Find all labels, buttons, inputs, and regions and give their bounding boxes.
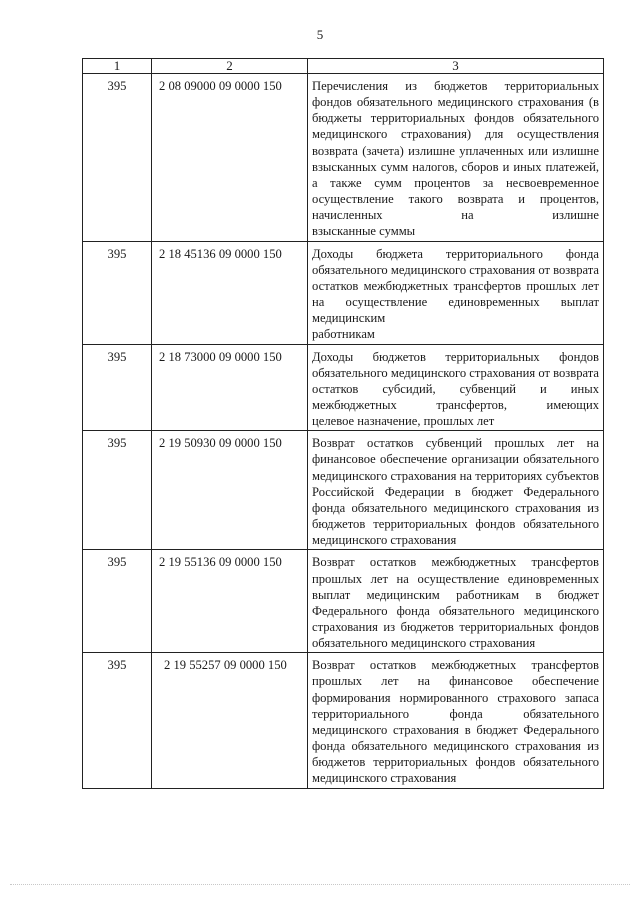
scan-artifact-line xyxy=(10,884,630,885)
table-row xyxy=(83,431,604,550)
budget-code-cell: 2 19 55257 09 0000 150 xyxy=(152,653,308,788)
description-cell xyxy=(308,550,604,653)
description-text-end: взысканные суммы xyxy=(312,224,416,239)
description-text: Возврат остатков межбюджетных трансфертов прошлых лет на финансовое обеспечение формирования нормированного страхового запаса территориального фонда обязательного медицинского страхования в бюджет Федерального фонда обязательного медицинского страхования из бюджетов территориальных фондов обязательного xyxy=(312,658,599,770)
description-text: Возврат остатков субвенций прошлых лет на финансовое обеспечение организации обязательного медицинского страхования на территориях субъектов Российской Федерации в бюджет Федерального фонда обязательного медицинского страхования из бюджетов территориальных фондов обязательного xyxy=(312,436,599,532)
table-header-row xyxy=(83,59,604,74)
table-row xyxy=(83,550,604,653)
budget-code-cell: 2 18 45136 09 0000 150 xyxy=(152,241,308,344)
budget-code-cell: 2 19 55136 09 0000 150 xyxy=(152,550,308,653)
header-column-2: 2 xyxy=(152,59,308,74)
description-text: Доходы бюджета территориального фонда обязательного медицинского страхования от возврата остатков межбюджетных трансфертов прошлых лет на осуществление единовременных выплат медицинским xyxy=(312,246,600,326)
description-text: Перечисления из бюджетов территориальных фондов обязательного медицинского страхования (в бюджеты территориальных фондов обязательного медицинского страхования) для осуществления возврата (зачета) излишне уплаченных или излишне взысканных сумм налогов, сборов и иных платежей, а также сумм процентов за несвоевременное осуществление такого возврата и процентов, начисленных на излишне xyxy=(312,79,599,223)
admin-code-cell: 395 xyxy=(83,344,152,431)
header-column-3: 3 xyxy=(308,59,604,74)
table-row xyxy=(83,653,604,788)
description-cell xyxy=(308,74,604,242)
description-text-end: медицинского страхования xyxy=(312,533,457,548)
budget-code-cell: 2 18 73000 09 0000 150 xyxy=(152,344,308,431)
admin-code-cell: 395 xyxy=(83,241,152,344)
admin-code-cell: 395 xyxy=(83,653,152,788)
description-cell xyxy=(308,241,604,344)
table-row xyxy=(83,241,604,344)
header-column-1: 1 xyxy=(83,59,152,74)
budget-classification-table xyxy=(82,58,604,789)
page-number: 5 xyxy=(316,27,324,42)
budget-code-cell: 2 08 09000 09 0000 150 xyxy=(152,74,308,242)
description-text-end: целевое назначение, прошлых лет xyxy=(312,414,495,429)
description-text-end: работникам xyxy=(312,327,375,342)
table-row xyxy=(83,344,604,431)
description-text: Доходы бюджетов территориальных фондов обязательного медицинского страхования от возврата остатков субсидий, субвенций и иных межбюджетных трансфертов, имеющих xyxy=(312,349,600,412)
table-row xyxy=(83,74,604,242)
description-text: Возврат остатков межбюджетных трансфертов прошлых лет на осуществление единовременных выплат медицинским работникам в бюджет Федерального фонда обязательного медицинского страхования из бюджетов территориальных фондов xyxy=(312,555,599,634)
admin-code-cell: 395 xyxy=(83,550,152,653)
description-text-end: медицинского страхования xyxy=(312,771,457,786)
description-cell xyxy=(308,431,604,550)
description-cell xyxy=(308,344,604,431)
admin-code-cell: 395 xyxy=(83,74,152,242)
budget-code-cell: 2 19 50930 09 0000 150 xyxy=(152,431,308,550)
admin-code-cell: 395 xyxy=(83,431,152,550)
description-text-end: обязательного медицинского страхования xyxy=(312,636,536,651)
description-cell xyxy=(308,653,604,788)
